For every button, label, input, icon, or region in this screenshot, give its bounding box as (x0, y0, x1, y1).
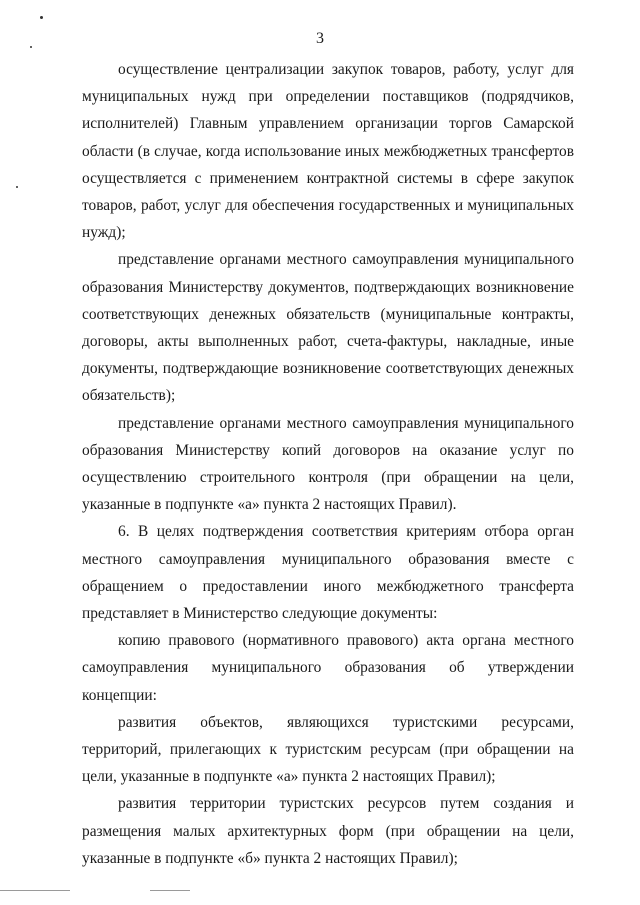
scan-speck (40, 16, 43, 19)
page-number: 3 (316, 30, 324, 47)
paragraph-clause-6: 6. В целях подтверждения соответствия критериям отбора орган местного самоуправления муниципального образования вместе с обращением о предоставлении иного межбюджетного трансферта представляет в Министерство следующие документы: (82, 523, 574, 623)
scan-bottom-edge (0, 890, 70, 891)
scan-bottom-edge (150, 890, 190, 891)
scan-speck (16, 186, 18, 188)
paragraph-small-architectural-forms: развития территории туристских ресурсов путем создания и размещения малых архитектурных форм (при обращении на цели, указанные в подпункте «б» пункта 2 настоящих Правил); (82, 795, 574, 867)
paragraph-construction-control: представление органами местного самоуправления муниципального образования Министерству копий договоров на оказание услуг по осуществлению строительного контроля (при обращении на цели, указанные в подпункте «а» пункта 2 настоящих Правил). (82, 414, 574, 514)
document-body (82, 56, 574, 872)
paragraph-legal-act-copy: копию правового (нормативного правового) акта органа местного самоуправления муниципального образования об утверждении концепции: (82, 632, 574, 704)
paragraph-centralized-procurement: осуществление централизации закупок товаров, работу, услуг для муниципальных нужд при определении поставщиков (подрядчиков, исполнителей) Главным управлением организации торгов Самарской области (в случае, когда использование иных межбюджетных трансфертов осуществляется с применением контрактной системы в сфере закупок товаров, работ, услуг для обеспечения государственных и муниципальных нужд); (82, 61, 574, 242)
paragraph-tourist-objects: развития объектов, являющихся туристскими ресурсами, территорий, прилегающих к туристским ресурсам (при обращении на цели, указанные в подпункте «а» пункта 2 настоящих Правил); (82, 713, 574, 786)
paragraph-documents-obligations: представление органами местного самоуправления муниципального образования Министерству документов, подтверждающих возникновение соответствующих денежных обязательств (муниципальные контракты, договоры, акты выполненных работ, счета-фактуры, накладные, иные документы, подтверждающие возникновение соответствующих денежных обязательств); (82, 251, 574, 405)
